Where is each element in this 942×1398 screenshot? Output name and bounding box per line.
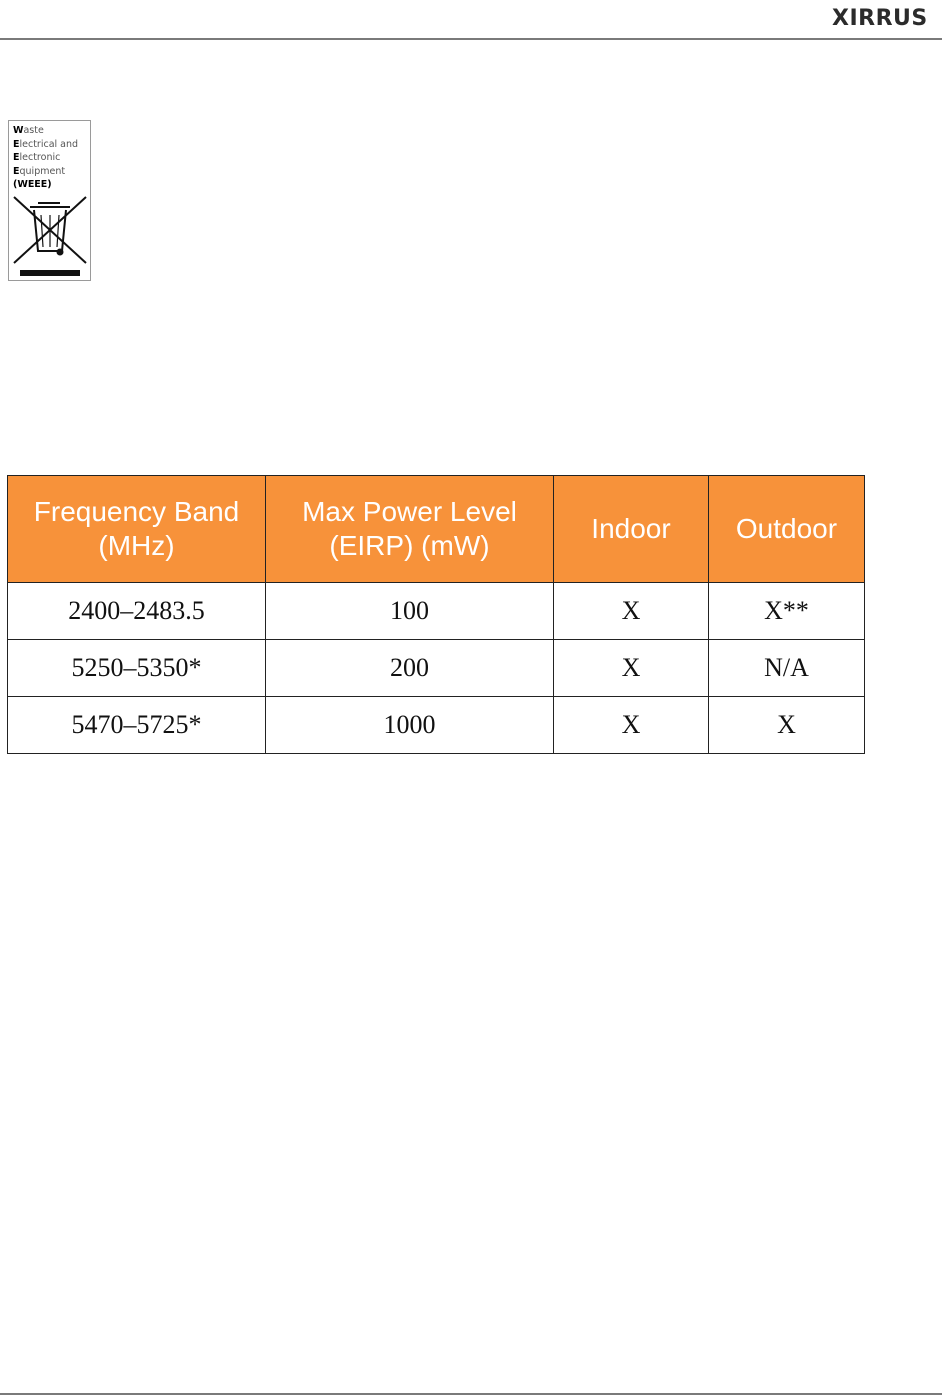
footer-rule <box>0 1393 942 1395</box>
cell-outdoor: X <box>709 697 865 754</box>
header-rule <box>0 38 942 40</box>
weee-line-equipment: Equipment <box>13 165 66 177</box>
cell-outdoor: X** <box>709 583 865 640</box>
table-header-row <box>8 476 865 583</box>
cell-frequency-band: 5250–5350* <box>8 640 266 697</box>
table-row <box>8 640 865 697</box>
cell-max-power: 200 <box>266 640 554 697</box>
cell-frequency-band: 5470–5725* <box>8 697 266 754</box>
cell-frequency-band: 2400–2483.5 <box>8 583 266 640</box>
header-indoor: Indoor <box>554 476 709 583</box>
cell-indoor: X <box>554 697 709 754</box>
crossed-out-wheeled-bin-icon <box>12 193 88 277</box>
cell-indoor: X <box>554 640 709 697</box>
cell-max-power: 100 <box>266 583 554 640</box>
weee-line-electrical: Electrical and <box>13 138 79 150</box>
weee-abbreviation: (WEEE) <box>13 179 52 190</box>
header-outdoor: Outdoor <box>709 476 865 583</box>
header-max-power-level: Max Power Level (EIRP) (mW) <box>266 476 554 583</box>
cell-indoor: X <box>554 583 709 640</box>
cell-outdoor: N/A <box>709 640 865 697</box>
table-row <box>8 583 865 640</box>
header-frequency-band: Frequency Band (MHz) <box>8 476 266 583</box>
brand-logo: XIRRUS <box>832 6 928 31</box>
table-row <box>8 697 865 754</box>
weee-line-electronic: Electronic <box>13 152 61 163</box>
frequency-table <box>7 475 865 754</box>
weee-label <box>8 120 91 281</box>
weee-text <box>13 124 91 192</box>
weee-line-waste: Waste <box>13 125 44 136</box>
cell-max-power: 1000 <box>266 697 554 754</box>
